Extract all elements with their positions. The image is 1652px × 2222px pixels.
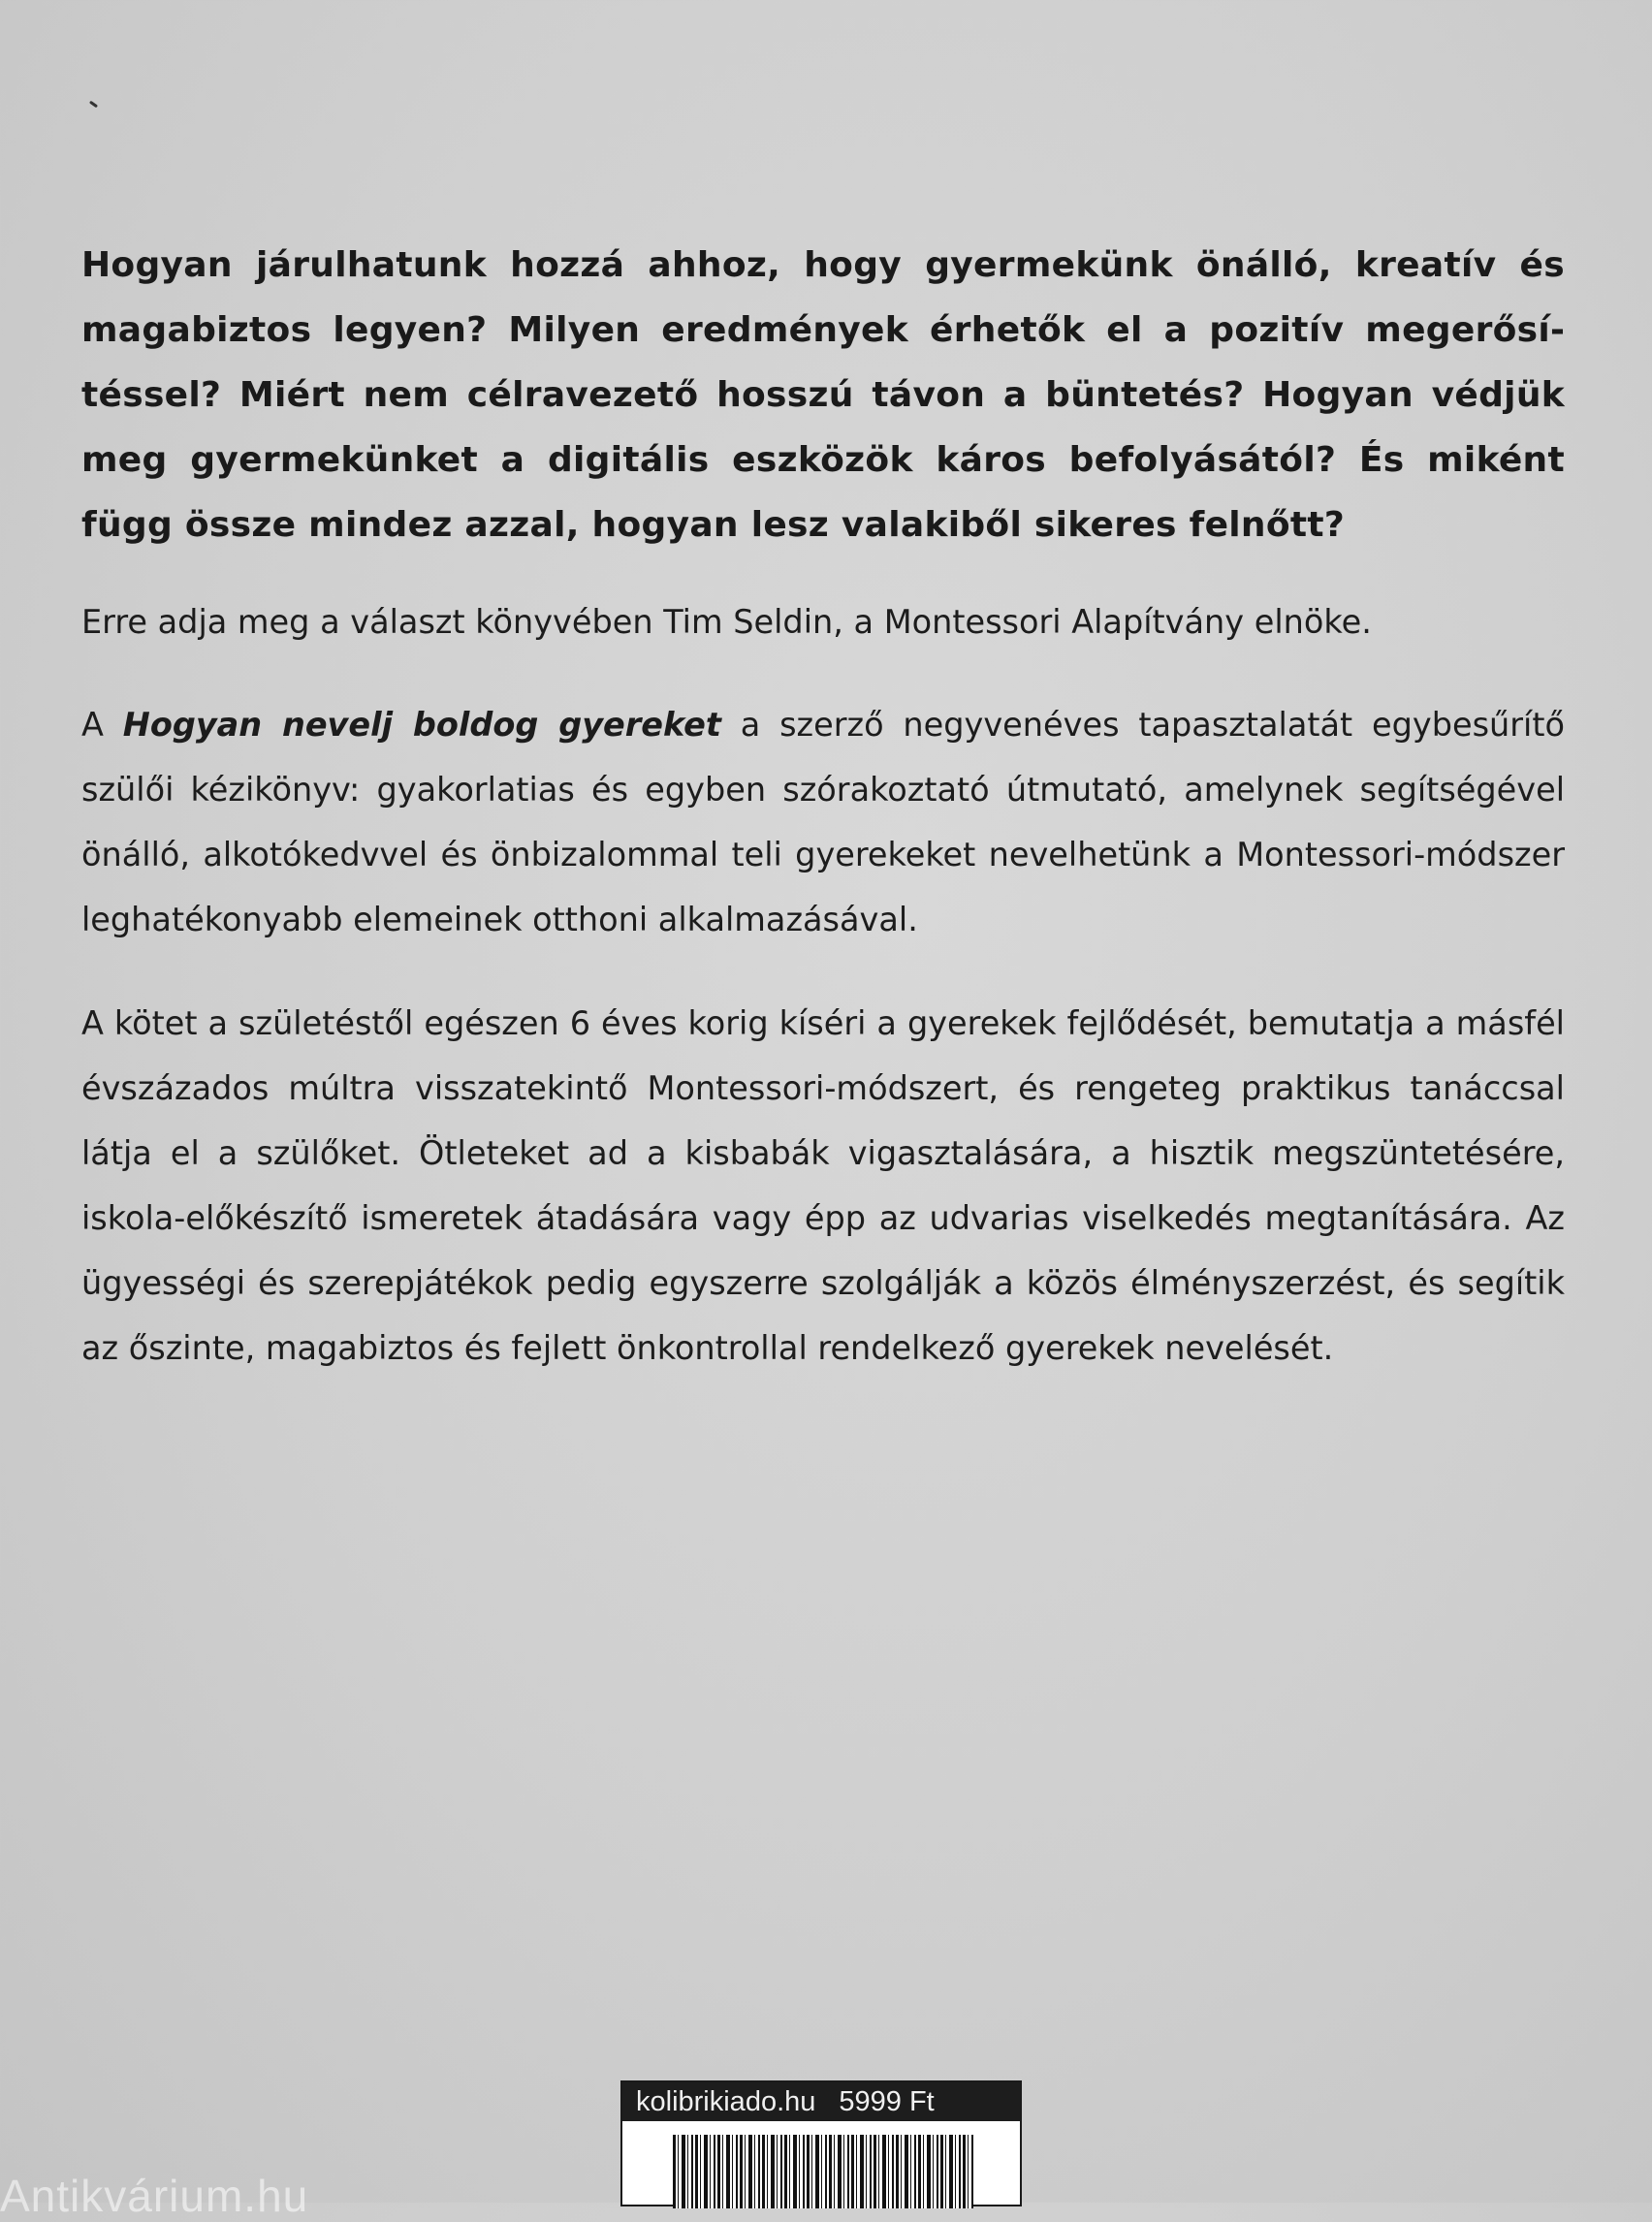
watermark-text: Antikvárium.hu: [0, 2171, 309, 2221]
book-title: Hogyan nevelj boldog gyereket: [122, 706, 721, 744]
publisher-website: kolibrikiado.hu: [636, 2086, 816, 2117]
paragraph-contents: A kötet a születéstől egészen 6 éves korig kíséri a gyerekek fejlődését, bemutatja a másfél évszázados múltra visszatekintő Montessori-módszert, és rengeteg praktikus tanáccsal látja el a szülőket. Ötleteket ad a kisbabák vigasztalására, a hisztik megszüntetésére, iskola-előkészítő ismeretek átadására vagy épp az udvarias viselkedés megtanítására. Az ügyességi és szerepjátékok pedig egyszerre szolgálják a közös élményszerzést, és segítik az őszinte, magabiztos és fejlett önkontrollal rendelkező gyerekek nevelését.: [81, 1004, 1565, 1367]
paragraph-book-description: [81, 692, 1565, 952]
price-label: 5999 Ft: [839, 2086, 935, 2117]
paragraph-description-text: a szerző negyvenéves tapasztalatát egybesűrítő szülői kézikönyv: gyakorlatias és egyben szórakoztató útmutató, amelynek segítségével önálló, alkotókedvvel és önbizalommal teli gyerekeket nevelhetünk a Montessori-módszer leghatékonyabb elemeinek otthoni alkalmazásával.: [81, 706, 1565, 938]
barcode-box: [620, 2080, 1022, 2206]
lead-questions: Hogyan járulhatunk hozzá ahhoz, hogy gyermekünk önálló, kreatív és magabiztos legyen? Milyen eredmények érhetők el a pozitív megerősítéssel? Miért nem célravezető hosszú távon a büntetés? Hogyan védjük meg gyermekünket a digitális eszközök káros befolyásától? És miként függ össze mindez azzal, hogyan lesz valakiből sikeres felnőtt?: [81, 245, 1565, 545]
blurb-text-block: [81, 233, 1565, 1381]
paragraph-prefix: A: [81, 706, 104, 744]
barcode-header: [622, 2082, 1020, 2121]
barcode-bars: [673, 2135, 973, 2208]
paragraph-author: Erre adja meg a választ könyvében Tim Seldin, a Montessori Alapítvány elnöke.: [81, 603, 1372, 641]
dust-speck: [89, 101, 98, 109]
